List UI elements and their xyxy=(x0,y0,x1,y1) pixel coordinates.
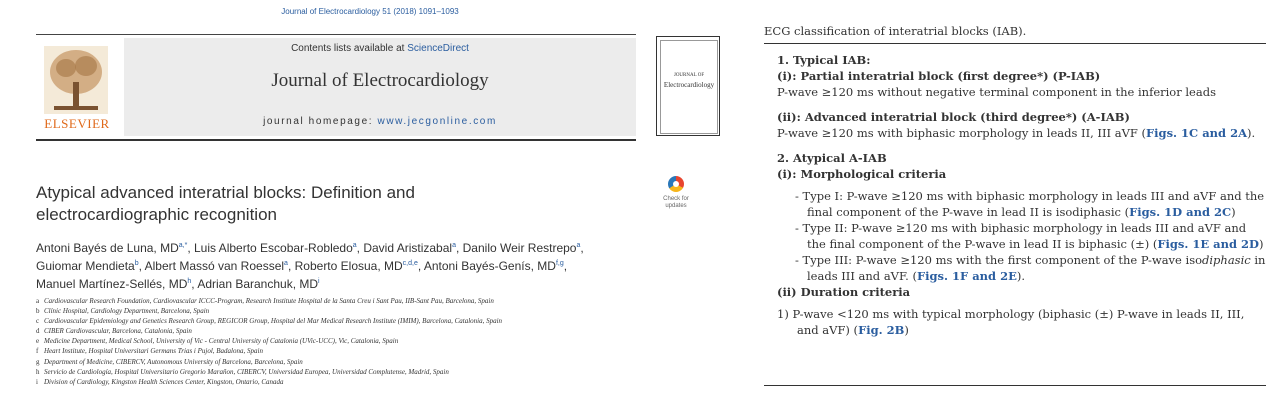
author-name[interactable]: Roberto Elosua, MD xyxy=(294,259,403,273)
figure-link-2b[interactable]: Fig. 2B xyxy=(858,323,905,337)
affiliation-mark: g xyxy=(36,357,40,366)
affiliation-text: Division of Cardiology, Kingston Health Sciences Center, Kingston, Ontario, Canada xyxy=(44,377,284,386)
affiliation-text: Cardiovascular Research Foundation, Cardiovascular ICCC-Program, Research Institute Hospital de la Santa Creu i Sant Pau, IIB-Sant Pau, Barcelona, Spain xyxy=(44,297,494,305)
affiliation-item xyxy=(36,336,736,346)
author-name[interactable]: Luis Alberto Escobar-Robledo xyxy=(194,241,353,255)
partial-iab-text: P-wave ≥120 ms without negative terminal component in the inferior leads xyxy=(777,85,1216,99)
author-separator: , xyxy=(356,241,364,255)
author-entry xyxy=(36,241,194,255)
type-3-emphasis: diphasic xyxy=(1202,253,1251,267)
author-separator: , xyxy=(455,241,463,255)
cover-title-line2: Electrocardiology xyxy=(663,81,715,89)
journal-cover-thumbnail xyxy=(656,36,720,136)
article-title-line1: Atypical advanced interatrial blocks: Definition and xyxy=(36,183,415,202)
affiliation-text: Servicio de Cardiología, Hospital Universitario Gregorio Marañon, CIBERCV, Universidad Europea, Universidad Complutense, Madrid, Spain xyxy=(44,367,449,376)
author-entry xyxy=(36,277,197,291)
elsevier-tree-icon xyxy=(44,46,108,114)
type-2-text-a: - Type II: P-wave ≥120 ms with biphasic morphology in leads III and aVF and the final component of the P-wave in lead II is biphasic (±) ( xyxy=(795,221,1247,251)
author-entry xyxy=(197,277,319,291)
figure-link-1d-2c[interactable]: Figs. 1D and 2C xyxy=(1129,205,1232,219)
author-affiliation-mark[interactable]: a,* xyxy=(178,242,188,249)
advanced-iab-and: and xyxy=(1198,126,1231,140)
article-title xyxy=(36,182,636,226)
duration-criterion-1 xyxy=(777,306,1267,338)
author-name[interactable]: Manuel Martínez-Sellés, MD xyxy=(36,277,188,291)
author-affiliation-mark[interactable]: f,g xyxy=(555,260,564,267)
affiliation-text: Cardiovascular Epidemiology and Genetics Research Group, REGICOR Group, Hospital del Mar Medical Research Institute (IMIM), Barcelona, Catalonia, Spain xyxy=(44,317,503,326)
affiliation-text: Department of Medicine, CIBERCV, Autonomous University of Barcelona, Barcelona, Spain xyxy=(44,357,303,366)
affiliation-item xyxy=(36,367,736,377)
affiliation-mark: e xyxy=(36,337,40,346)
affiliation-item xyxy=(36,326,736,336)
advanced-iab-text xyxy=(777,125,1267,141)
check-updates-line1: Check for xyxy=(663,196,689,202)
type-1-criterion xyxy=(777,188,1267,220)
affiliation-text: Heart Institute, Hospital Universitari Germans Trias i Pujol, Badalona, Spain xyxy=(44,347,263,356)
author-entry xyxy=(295,259,424,273)
affiliation-item xyxy=(36,346,736,356)
type-3-text-b: in leads III and aVF. ( xyxy=(807,253,1266,283)
table-excerpt xyxy=(764,0,1280,404)
check-for-updates-badge[interactable] xyxy=(655,176,697,216)
author-separator: , xyxy=(580,241,584,255)
figure-link-2a[interactable]: 2A xyxy=(1230,126,1248,140)
elsevier-logo xyxy=(36,44,118,134)
figure-link-1e-2d[interactable]: Figs. 1E and 2D xyxy=(1157,237,1260,251)
figure-link-1c[interactable]: Figs. 1C xyxy=(1146,126,1199,140)
section-atypical-iab: 2. Atypical A-IAB xyxy=(777,151,887,165)
table-caption: ECG classification of interatrial blocks (IAB). xyxy=(764,24,1027,38)
author-separator: , xyxy=(563,259,568,273)
contents-prefix: Contents lists available at xyxy=(291,43,408,54)
type-2-text-b: ) xyxy=(1259,237,1264,251)
section-typical-iab: 1. Typical IAB: xyxy=(777,53,871,67)
type-1-text-b: ) xyxy=(1231,205,1236,219)
author-affiliation-mark[interactable]: a xyxy=(284,260,288,267)
table-bottom-rule xyxy=(764,385,1266,386)
author-name[interactable]: Antoni Bayés-Genís, MD xyxy=(423,259,556,273)
author-affiliation-mark[interactable]: a xyxy=(352,242,357,249)
affiliation-item xyxy=(36,316,736,326)
affiliation-mark: b xyxy=(36,307,40,316)
header-top-rule xyxy=(36,34,636,35)
table-top-rule xyxy=(764,43,1266,44)
check-updates-line2: updates xyxy=(665,203,687,209)
homepage-link[interactable]: www.jecgonline.com xyxy=(377,116,497,127)
advanced-iab-text-b: ). xyxy=(1247,126,1256,140)
author-separator: , xyxy=(191,277,198,291)
author-affiliation-mark[interactable]: a xyxy=(452,242,456,249)
type-3-text-c: ). xyxy=(1016,269,1026,283)
affiliation-item xyxy=(36,306,736,316)
type-3-criterion xyxy=(777,252,1267,284)
affiliation-text: Medicine Department, Medical School, University of Vic - Central University of Catalonia (UVic-UCC), Vic, Catalonia, Spain xyxy=(44,337,399,346)
type-2-criterion xyxy=(777,220,1267,252)
author-affiliation-mark[interactable]: i xyxy=(318,278,320,285)
author-separator: , xyxy=(287,259,295,273)
journal-title: Journal of Electrocardiology xyxy=(271,70,489,91)
author-name[interactable]: David Aristizabal xyxy=(363,241,453,255)
author-separator: , xyxy=(417,259,424,273)
affiliation-mark: c xyxy=(36,317,40,326)
affiliation-mark: a xyxy=(36,297,40,305)
affiliation-mark: h xyxy=(36,367,40,376)
contents-line xyxy=(124,43,636,54)
journal-citation: Journal of Electrocardiology 51 (2018) 1091–1093 xyxy=(281,7,459,16)
check-updates-label xyxy=(655,196,697,210)
affiliation-text: CIBER Cardiovascular, Barcelona, Catalonia, Spain xyxy=(44,327,192,336)
author-name[interactable]: Antoni Bayés de Luna, MD xyxy=(36,241,179,255)
affiliation-text: Clínic Hospital, Cardiology Department, Barcelona, Spain xyxy=(44,307,210,316)
author-entry xyxy=(463,241,584,255)
author-entry xyxy=(424,259,567,273)
author-affiliation-mark[interactable]: a xyxy=(576,242,581,249)
author-list xyxy=(36,238,716,292)
author-entry xyxy=(145,259,295,273)
type-3-text-a: - Type III: P-wave ≥120 ms with the first component of the P-wave iso xyxy=(795,253,1203,267)
cover-frame xyxy=(660,40,718,134)
type-1-text-a: - Type I: P-wave ≥120 ms with biphasic morphology in leads III and aVF and the final component of the P-wave in lead II is isodiphasic ( xyxy=(795,189,1265,219)
partial-iab-heading: (i): Partial interatrial block (first degree*) (P-IAB) xyxy=(777,69,1101,83)
article-title-line2: electrocardiographic recognition xyxy=(36,205,277,224)
advanced-iab-heading: (ii): Advanced interatrial block (third degree*) (A-IAB) xyxy=(777,110,1130,124)
homepage-line xyxy=(124,116,636,127)
author-separator: , xyxy=(187,241,194,255)
type-3-and: and xyxy=(968,269,1001,283)
affiliation-mark: f xyxy=(36,347,39,356)
author-name[interactable]: Adrian Baranchuk, MD xyxy=(197,277,319,291)
figure-link-2e[interactable]: 2E xyxy=(1000,269,1017,283)
author-affiliation-mark[interactable]: c,d,e xyxy=(402,260,418,267)
advanced-iab-text-a: P-wave ≥120 ms with biphasic morphology in leads II, III aVF ( xyxy=(777,126,1146,140)
author-entry xyxy=(194,241,363,255)
affiliation-item xyxy=(36,357,736,367)
duration-text-b: ) xyxy=(904,323,909,337)
author-entry xyxy=(363,241,462,255)
author-name[interactable]: Danilo Weir Restrepo xyxy=(462,241,577,255)
author-affiliation-mark[interactable]: b xyxy=(134,260,139,267)
author-name[interactable]: Guiomar Mendieta xyxy=(36,259,135,273)
author-affiliation-mark[interactable]: h xyxy=(187,278,192,285)
affiliation-mark: d xyxy=(36,327,40,336)
morphological-criteria-heading: (i): Morphological criteria xyxy=(777,167,947,181)
author-entry xyxy=(36,259,145,273)
affiliation-item xyxy=(36,296,736,306)
affiliation-item xyxy=(36,377,736,387)
header-bottom-rule xyxy=(36,139,636,141)
figure-link-1f[interactable]: Figs. 1F xyxy=(916,269,969,283)
duration-criteria-heading: (ii) Duration criteria xyxy=(777,285,911,299)
homepage-prefix: journal homepage: xyxy=(263,116,378,127)
cover-title-line1: JOURNAL OF xyxy=(673,73,705,78)
duration-text-a: 1) P-wave <120 ms with typical morphology (biphasic (±) P-wave in leads II, III, and aVF) ( xyxy=(777,307,1245,337)
table-body xyxy=(777,52,1267,338)
affiliation-mark: i xyxy=(36,377,38,386)
journal-banner xyxy=(124,38,636,136)
sciencedirect-link[interactable]: ScienceDirect xyxy=(407,43,469,54)
author-separator: , xyxy=(138,259,145,273)
affiliation-list xyxy=(36,296,736,387)
publisher-name: ELSEVIER xyxy=(44,116,110,131)
author-name[interactable]: Albert Massó van Roessel xyxy=(144,259,285,273)
check-updates-icon xyxy=(668,176,684,192)
